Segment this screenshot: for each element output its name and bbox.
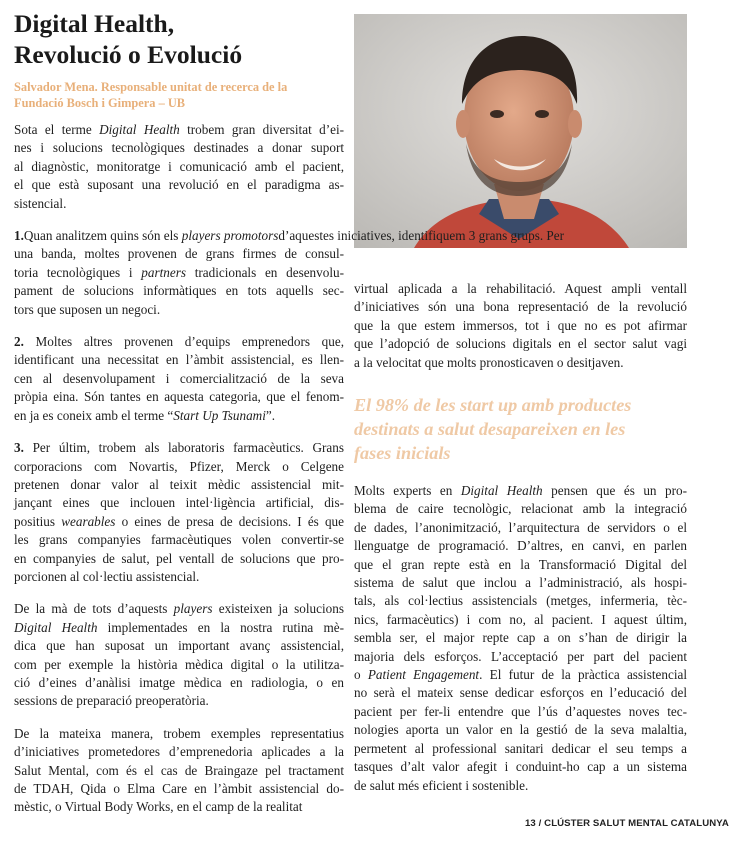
- text-line: [354, 648, 687, 666]
- text-line: [354, 354, 687, 372]
- text-line: [354, 556, 687, 574]
- paragraph: [354, 280, 687, 372]
- text-line: [354, 740, 687, 758]
- text: majoria dels esforços. L’acceptació per part del pacient: [354, 648, 687, 664]
- text: tasques d’alt valor afegit i conduint-ho cap a un sistema: [354, 759, 687, 775]
- text: pretenen donar valor al teixit mèdic assistencial mit-: [14, 476, 344, 492]
- italic-text: players promotors: [181, 228, 279, 244]
- author-byline: [14, 80, 344, 111]
- text: tals, als col·lectius assistencials (metges, infermeria, tèc-: [354, 593, 687, 609]
- text: de TDAH, Qida o Elma Care en l’àmbit assistencial do-: [14, 781, 344, 796]
- text: al diagnòstic, monitoratge i comunicació amb el pacient,: [14, 158, 344, 174]
- text-line: [14, 407, 344, 425]
- text: llenguatge de programació. D’altres, en canvi, en parlen: [354, 538, 687, 554]
- quote-line: fases inicials: [354, 443, 451, 463]
- text: identificant una necessitat en l’àmbit assistencial, es llen-: [14, 352, 344, 368]
- text-line: [354, 537, 687, 555]
- page-footer: 13 / CLÚSTER SALUT MENTAL CATALUNYA: [525, 818, 729, 829]
- text-line: [354, 335, 687, 353]
- text: Salut Mental, com és el cas de Braingaze pel tractament: [14, 762, 344, 778]
- text-line: [354, 777, 687, 795]
- text-line: [14, 531, 344, 549]
- text: que el gran repte està en la Transformació Digital del: [354, 556, 687, 572]
- text: sessions de preparació preoperatòria.: [14, 693, 209, 709]
- paragraph: [14, 725, 344, 817]
- text-line: [14, 674, 344, 692]
- text: en companyies de salut, pel ventall de solucions que pro-: [14, 550, 344, 566]
- text: cen al desenvolupament i comercialització de la seva: [14, 370, 344, 386]
- text-line: [14, 637, 344, 655]
- text: De la mateixa manera, trobem exemples representatius: [14, 725, 344, 741]
- text-line: [354, 703, 687, 721]
- text: sistencial.: [14, 195, 67, 211]
- italic-text: Start Up Tsunami: [173, 407, 266, 423]
- text: pròpia eina. Són tantes en aquesta categoria, que el fenom-: [14, 389, 344, 405]
- text: d’aquestes iniciatives, identifiquem 3 grans grups. Per: [278, 228, 565, 244]
- text: de salut més eficient i sostenible.: [354, 777, 529, 793]
- text: pensen que és un pro-: [542, 483, 688, 498]
- text-line: [14, 458, 344, 476]
- text: toria tecnològiques i: [14, 264, 142, 280]
- text-line: [14, 568, 344, 586]
- text: d’iniciatives són una bona representació de la revolució: [354, 299, 687, 315]
- text: que la que estem immersos, tot i que no es pot afirmar: [354, 317, 687, 333]
- italic-text: Digital Health: [99, 122, 180, 137]
- text-line: [354, 317, 687, 335]
- text-line: [14, 264, 344, 282]
- text: nes i solucions tecnològiques destinades a donar suport: [14, 140, 344, 156]
- quote-line: destinats a salut desapareixen en les: [354, 419, 626, 439]
- text: nologies aporta un valor en la gestió de la seva malaltia,: [354, 722, 687, 738]
- text: que l’adopció de solucions digitals en el sector salut vagi: [354, 336, 687, 352]
- text-line: [14, 388, 344, 406]
- text: pacient per fer-li entendre que l’ús d’aquestes noves tec-: [354, 703, 687, 719]
- text: nics, farmacèutics) i com no, al pacient. I aquest últim,: [354, 611, 687, 627]
- text: ció d’eines d’anàlisi imatge mèdica en radiologia, o en: [14, 674, 344, 690]
- text-line: [14, 370, 344, 388]
- text-line: [354, 611, 687, 629]
- text: blema de caire tecnològic, relacionat amb la integració: [354, 501, 687, 517]
- text: Quan analitzem quins són els: [23, 228, 182, 244]
- text-line: [354, 519, 687, 537]
- text: pament de solucions informàtiques en tots aquells sec-: [14, 283, 344, 299]
- title-line: Revolució o Evolució: [14, 40, 243, 69]
- right-column-top: [354, 280, 687, 372]
- bold-number: 3.: [14, 440, 24, 456]
- text: Molts experts en: [354, 483, 461, 498]
- text: ”.: [265, 407, 276, 423]
- text-line: [14, 600, 344, 618]
- text: porcionen al col·lectiu assistencial.: [14, 568, 200, 584]
- right-column-bottom: [354, 482, 687, 795]
- text-line: [14, 494, 344, 512]
- text-line: [354, 629, 687, 647]
- text: a la velocitat que molts pronosticaven o desitjaven.: [354, 354, 624, 370]
- text-line: [354, 574, 687, 592]
- text-line: [14, 121, 344, 139]
- text: De la mà de tots d’aquests: [14, 601, 174, 617]
- text-line: [14, 476, 344, 494]
- text-line: [354, 592, 687, 610]
- text-line: [354, 280, 687, 298]
- text: dica que han suposat un important avanç assistencial,: [14, 638, 344, 654]
- text: . El futur de la pràctica assistencial: [479, 667, 687, 683]
- text: virtual aplicada a la rehabilitació. Aquest ampli ventall: [354, 281, 687, 296]
- text: de dades, l’anonimització, l’arquitectura de servidors o el: [354, 519, 687, 535]
- text-line: [14, 227, 565, 245]
- italic-text: partners: [141, 264, 186, 280]
- text: existeixen ja solucions: [212, 601, 344, 617]
- text: el que està suposant una revolució en el paradigma as-: [14, 177, 344, 193]
- text-line: [14, 550, 344, 568]
- text-line: [14, 513, 344, 531]
- author-photo: [354, 14, 687, 248]
- text: positius: [14, 513, 62, 529]
- paragraph: [14, 600, 344, 710]
- text: permetent al professional sanitari dedicar el seu temps a: [354, 740, 687, 756]
- italic-text: wearables: [61, 513, 116, 529]
- text-line: [14, 301, 344, 319]
- article-title: [14, 8, 344, 70]
- text-line: [14, 656, 344, 674]
- text-line: [14, 725, 344, 743]
- text-line: [14, 798, 344, 816]
- italic-text: Digital Health: [460, 483, 543, 498]
- paragraph: [14, 121, 344, 213]
- text-line: [14, 743, 344, 761]
- text: jançant eines que inclouen intel·ligència artificial, dis-: [14, 495, 344, 511]
- text-line: [14, 195, 344, 213]
- text-line: [14, 139, 344, 157]
- text-line: [14, 762, 344, 780]
- bold-number: 2.: [14, 334, 24, 350]
- italic-text: Digital Health: [14, 619, 98, 635]
- bold-number: 1.: [14, 228, 24, 244]
- text-line: [354, 500, 687, 518]
- title-line: Digital Health,: [14, 9, 175, 38]
- text-line: [354, 684, 687, 702]
- text: Per últim, trobem als laboratoris farmacèutics. Grans: [23, 440, 344, 456]
- text: com per exemple la història mèdica digital o la utilitza-: [14, 656, 344, 672]
- text-line: [354, 758, 687, 776]
- text: no serà el mateix sense dedicar esforços en l’educació del: [354, 685, 687, 701]
- text: corporacions com Novartis, Pfizer, Merck o Celgene: [14, 458, 344, 474]
- text: en ja es coneix amb el terme “: [14, 407, 174, 423]
- text: una banda, moltes provenen de grans firmes de consul-: [14, 246, 344, 262]
- text: Sota el terme: [14, 122, 100, 137]
- author-line: Salvador Mena. Responsable unitat de recerca de la: [14, 80, 288, 94]
- text-line: [354, 482, 687, 500]
- italic-text: Patient Engagement: [367, 667, 480, 683]
- text: sembla ser, el major repte cap a on s’han de dirigir la: [354, 630, 687, 646]
- paragraph: [14, 333, 344, 425]
- text: Moltes altres provenen d’equips emprenedors que,: [23, 334, 344, 350]
- paragraph: [14, 439, 344, 586]
- text-line: [14, 158, 344, 176]
- text-line: [14, 333, 344, 351]
- text-line: [14, 245, 344, 263]
- portrait-image: [354, 14, 687, 248]
- text: sistema de salut que inclou a l’administració, als hospi-: [354, 575, 687, 591]
- text-line: [354, 666, 687, 684]
- text-line: [14, 282, 344, 300]
- paragraph: [354, 482, 687, 795]
- text: trobem gran diversitat d’ei-: [179, 122, 344, 137]
- text-line: [14, 351, 344, 369]
- text-line: [354, 298, 687, 316]
- pull-quote: [354, 393, 687, 465]
- italic-text: players: [173, 601, 213, 617]
- text-line: [14, 692, 344, 710]
- text: o: [354, 667, 368, 683]
- text: o eines de presa de decisions. I és que: [115, 513, 345, 529]
- text-line: [14, 780, 344, 798]
- text-line: [14, 439, 344, 457]
- text-line: [14, 176, 344, 194]
- text: implementades en la nostra rutina mè-: [97, 619, 344, 635]
- text: les grans companyies farmacèutiques volen convertir-se: [14, 532, 344, 548]
- text: d’iniciatives prometedores d’emprenedoria aplicades a la: [14, 744, 344, 760]
- text-line: [354, 721, 687, 739]
- quote-line: El 98% de les start up amb productes: [354, 395, 632, 415]
- author-line: Fundació Bosch i Gimpera – UB: [14, 95, 186, 110]
- text: mèstic, o Virtual Body Works, en el camp de la realitat: [14, 799, 303, 815]
- text: tors que suposen un negoci.: [14, 301, 161, 317]
- text: tradicionals en desenvolu-: [185, 264, 344, 280]
- text-line: [14, 619, 344, 637]
